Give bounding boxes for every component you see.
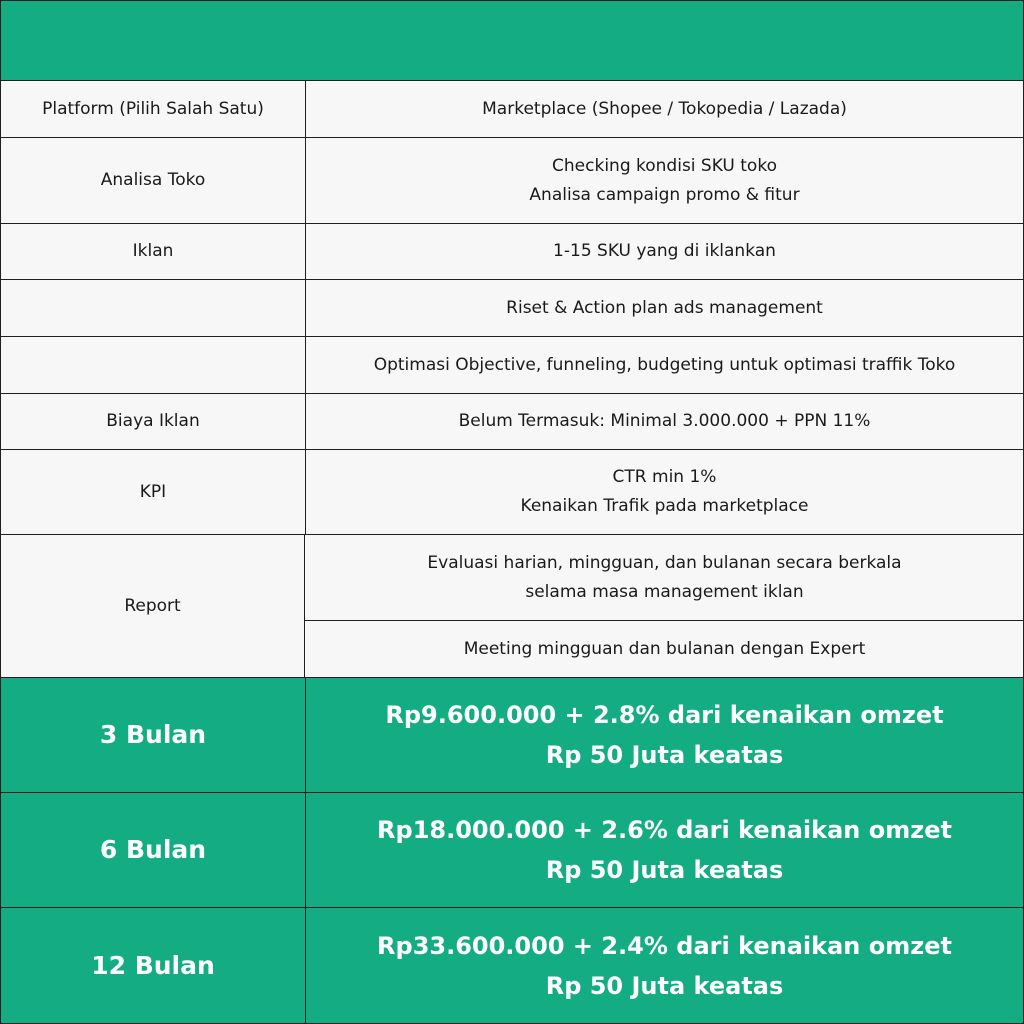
row-label-text: Analisa Toko xyxy=(100,170,206,190)
row-value xyxy=(306,450,1023,534)
row-value xyxy=(306,394,1023,449)
pricing-row-3-bulan xyxy=(0,677,1024,792)
row-label-text: Biaya Iklan xyxy=(106,411,200,431)
row-label xyxy=(1,450,306,534)
pricing-value xyxy=(306,908,1023,1023)
row-value-line: 1-15 SKU yang di iklankan xyxy=(553,241,776,261)
row-label-text: KPI xyxy=(139,481,167,502)
pricing-duration-text: 6 Bulan xyxy=(99,835,207,864)
row-label xyxy=(1,81,306,137)
table-row-platform xyxy=(0,80,1024,137)
pricing-value-line: Rp 50 Juta keatas xyxy=(545,971,784,1000)
row-label-text: Platform (Pilih Salah Satu) xyxy=(42,98,264,119)
row-value xyxy=(306,535,1023,620)
pricing-duration xyxy=(1,908,306,1023)
row-value-line: Checking kondisi SKU toko xyxy=(552,155,777,176)
row-value xyxy=(306,337,1023,393)
row-value-line: Belum Termasuk: Minimal 3.000.000 + PPN 11% xyxy=(458,411,871,431)
row-value-line: selama masa management iklan xyxy=(525,581,804,602)
row-label xyxy=(1,138,306,223)
report-label-cell xyxy=(0,534,305,677)
row-value-line: Marketplace (Shopee / Tokopedia / Lazada) xyxy=(482,98,847,119)
pricing-row-6-bulan xyxy=(0,792,1024,907)
row-label-text: Report xyxy=(124,596,181,616)
row-value xyxy=(306,138,1023,223)
table-row-biaya-iklan xyxy=(0,393,1024,449)
row-label xyxy=(1,394,306,449)
pricing-value xyxy=(306,678,1023,792)
row-label xyxy=(1,280,306,336)
pricing-duration-text: 3 Bulan xyxy=(99,720,207,749)
pricing-value-line: Rp33.600.000 + 2.4% dari kenaikan omzet xyxy=(377,931,952,960)
row-value-line: Meeting mingguan dan bulanan dengan Expert xyxy=(463,638,866,659)
table-row-iklan xyxy=(0,223,1024,279)
table-row-riset xyxy=(0,279,1024,336)
row-value xyxy=(306,224,1023,279)
row-value-line: Riset & Action plan ads management xyxy=(506,297,823,318)
header-band xyxy=(0,0,1024,80)
pricing-value-line: Rp 50 Juta keatas xyxy=(545,741,784,769)
pricing-duration-text: 12 Bulan xyxy=(91,950,215,980)
pricing-value-line: Rp9.600.000 + 2.8% dari kenaikan omzet xyxy=(385,701,944,729)
row-value xyxy=(306,621,1023,677)
table-row-kpi xyxy=(0,449,1024,534)
row-label xyxy=(1,224,306,279)
pricing-value xyxy=(306,793,1023,907)
pricing-duration xyxy=(1,793,306,907)
pricing-duration xyxy=(1,678,306,792)
table-row-analisa-toko xyxy=(0,137,1024,223)
table-row-optimasi xyxy=(0,336,1024,393)
pricing-value-line: Rp18.000.000 + 2.6% dari kenaikan omzet xyxy=(377,816,952,844)
pricing-value-line: Rp 50 Juta keatas xyxy=(545,856,784,884)
row-value-line: Optimasi Objective, funneling, budgeting untuk optimasi traffik Toko xyxy=(373,354,956,375)
row-value-line: Analisa campaign promo & fitur xyxy=(529,184,800,205)
row-value xyxy=(306,280,1023,336)
row-label-text: Iklan xyxy=(132,241,174,261)
row-value-line: Kenaikan Trafik pada marketplace xyxy=(520,496,809,516)
pricing-row-12-bulan xyxy=(0,907,1024,1024)
row-label xyxy=(1,337,306,393)
row-value xyxy=(306,81,1023,137)
row-value-line: Evaluasi harian, mingguan, dan bulanan secara berkala xyxy=(427,552,902,573)
row-value-line: CTR min 1% xyxy=(612,467,717,487)
